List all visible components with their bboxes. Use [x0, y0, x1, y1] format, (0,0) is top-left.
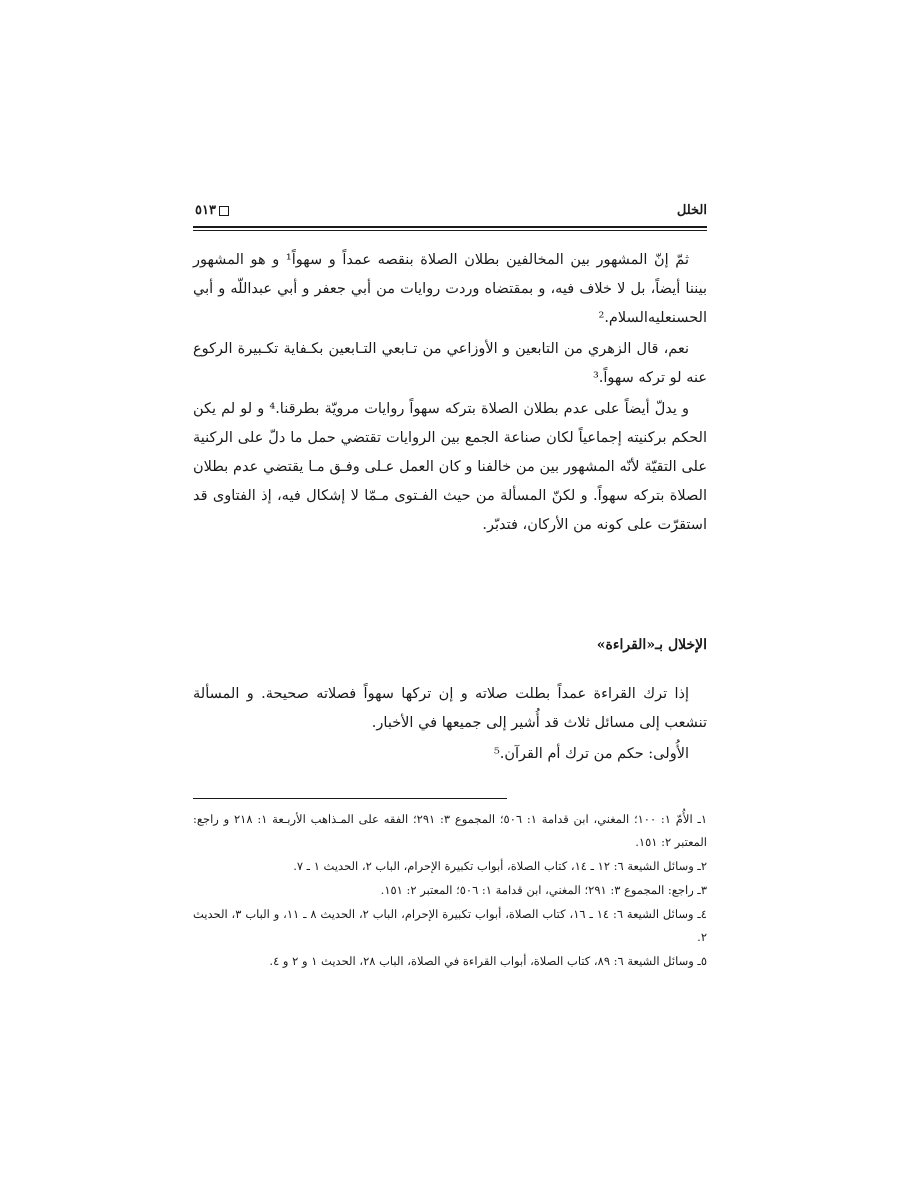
- header-rule-thick: [193, 226, 707, 228]
- footnote: ١ـ الأُمّ ١: ١٠٠؛ المغني، ابن قدامة ١: ٥٠٦؛ المجموع ٣: ٢٩١؛ الفقه على المـذاهب الأربـعة ١: ٢١٨ و راجع: المعتبر ٢: ١٥١.: [193, 812, 707, 849]
- main-text: [193, 246, 707, 540]
- footnote: ٣ـ راجع: المجموع ٣: ٢٩١؛ المغني، ابن قدامة ١: ٥٠٦؛ المعتبر ٢: ١٥١.: [380, 883, 707, 897]
- footnote: ٥ـ وسائل الشيعة ٦: ٨٩، كتاب الصلاة، أبواب القراءة في الصلاة، الباب ٢٨، الحديث ١ و ٢ و ٤.: [269, 954, 707, 968]
- paragraph: ثمّ إنّ المشهور بين المخالفين بطلان الصلاة بنقصه عمداً و سهواً¹ و هو المشهور بيننا أيضاً، بل لا خلاف فيه، و بمقتضاه وردت روايات من أبي جعفر و أبي عبداللّه و أبي الحسنعليه‌السلام.²: [193, 252, 707, 326]
- page-header: [193, 203, 707, 223]
- section-text: [193, 680, 707, 769]
- running-title: الخلل: [676, 203, 707, 218]
- square-icon: [219, 206, 229, 216]
- footnote-separator: [193, 798, 507, 799]
- paragraph: نعم، قال الزهري من التابعين و الأوزاعي من تـابعي التـابعين بكـفاية تكـبيرة الركوع عنه لو تركه سهواً.³: [193, 341, 707, 386]
- page-number-block: [195, 203, 229, 218]
- page-number: ٥١٣: [195, 203, 216, 218]
- paragraph: إذا ترك القراءة عمداً بطلت صلاته و إن تركها سهواً فصلاته صحيحة. و المسألة تنشعب إلى مسائل ثلاث قد أُشير إلى جميعها في الأخبار.: [193, 686, 707, 731]
- book-page: [193, 0, 707, 1200]
- paragraph: الأُولى: حكم من ترك أم القرآن.⁵: [493, 746, 689, 762]
- header-rule-thin: [193, 230, 707, 231]
- section-heading: الإخلال بـ«القراءة»: [596, 637, 707, 653]
- footnote: ٤ـ وسائل الشيعة ٦: ١٤ ـ ١٦، كتاب الصلاة، أبواب تكبيرة الإحرام، الباب ٢، الحديث ٨ ـ ١١، و الباب ٣، الحديث ٢.: [193, 907, 707, 944]
- footnotes: [193, 808, 707, 974]
- paragraph: و يدلّ أيضاً على عدم بطلان الصلاة بتركه سهواً روايات مرويّة بطرقنا.⁴ و لو لم يكن الحكم بركنيته إجماعياً لكان صناعة الجمع بين الروايات تقتضي حمل ما دلّ على الركنية على التقيّة لأنّه المشهور بين من خالفنا و كان العمل عـلى وفـق مـا يقتضي عدم بطلان الصلاة بتركه سهواً. و لكنّ المسألة من حيث الفـتوى مـمّا لا إشكال فيه، إذ الفتاوى قد استقرّت على كونه من الأركان، فتدبّر.: [193, 401, 707, 533]
- footnote: ٢ـ وسائل الشيعة ٦: ١٢ ـ ١٤، كتاب الصلاة، أبواب تكبيرة الإحرام، الباب ٢، الحديث ١ ـ ٧.: [293, 859, 707, 873]
